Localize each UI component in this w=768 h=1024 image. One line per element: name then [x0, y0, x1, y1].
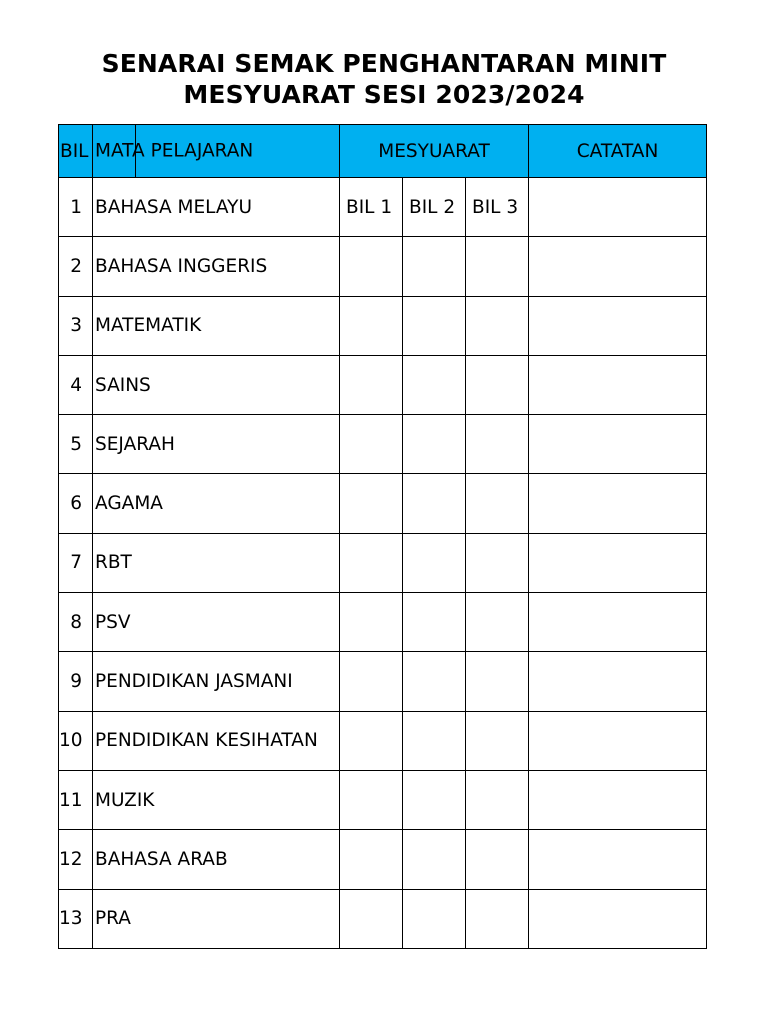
meeting-cell-bil-1[interactable] [340, 830, 403, 889]
notes-cell[interactable] [529, 593, 707, 652]
row-number: 8 [59, 593, 93, 652]
meeting-cell-bil-2[interactable] [403, 711, 466, 770]
row-subject: AGAMA [93, 474, 340, 533]
row-number: 13 [59, 889, 93, 948]
table-row [59, 652, 707, 711]
meeting-cell-bil-3[interactable] [466, 296, 529, 355]
row-number: 4 [59, 355, 93, 414]
table-row [59, 237, 707, 296]
meeting-cell-bil-3[interactable] [466, 533, 529, 592]
row-number: 11 [59, 770, 93, 829]
meeting-cell-bil-1[interactable] [340, 237, 403, 296]
meeting-cell-bil-2[interactable] [403, 889, 466, 948]
meeting-cell-bil-3: BIL 3 [466, 178, 529, 237]
row-subject: PENDIDIKAN KESIHATAN [93, 711, 340, 770]
meeting-cell-bil-1[interactable] [340, 889, 403, 948]
row-number: 7 [59, 533, 93, 592]
table-row [59, 415, 707, 474]
table-row [59, 296, 707, 355]
row-subject: SEJARAH [93, 415, 340, 474]
notes-cell[interactable] [529, 415, 707, 474]
meeting-cell-bil-2[interactable] [403, 296, 466, 355]
header-subject-cell [93, 125, 340, 178]
meeting-cell-bil-1[interactable] [340, 593, 403, 652]
table-row [59, 178, 707, 237]
row-number: 12 [59, 830, 93, 889]
meeting-cell-bil-3[interactable] [466, 237, 529, 296]
row-subject: PRA [93, 889, 340, 948]
checklist-table [58, 124, 707, 949]
notes-cell[interactable] [529, 889, 707, 948]
meeting-cell-bil-3[interactable] [466, 474, 529, 533]
meeting-cell-bil-3[interactable] [466, 711, 529, 770]
header-notes: CATATAN [529, 125, 707, 178]
meeting-cell-bil-2: BIL 2 [403, 178, 466, 237]
header-subject: MATA PELAJARAN [95, 140, 254, 162]
meeting-cell-bil-1[interactable] [340, 474, 403, 533]
meeting-cell-bil-3[interactable] [466, 770, 529, 829]
meeting-cell-bil-2[interactable] [403, 652, 466, 711]
meeting-cell-bil-3[interactable] [466, 830, 529, 889]
notes-cell[interactable] [529, 652, 707, 711]
meeting-cell-bil-1[interactable] [340, 415, 403, 474]
row-subject: MATEMATIK [93, 296, 340, 355]
table-row [59, 355, 707, 414]
table-row [59, 830, 707, 889]
meeting-cell-bil-1[interactable] [340, 296, 403, 355]
row-subject: BAHASA ARAB [93, 830, 340, 889]
document-title [0, 48, 768, 110]
meeting-cell-bil-2[interactable] [403, 770, 466, 829]
table-row [59, 711, 707, 770]
meeting-cell-bil-3[interactable] [466, 355, 529, 414]
row-number: 6 [59, 474, 93, 533]
notes-cell[interactable] [529, 237, 707, 296]
table-header-row [59, 125, 707, 178]
row-number: 1 [59, 178, 93, 237]
row-number: 5 [59, 415, 93, 474]
meeting-cell-bil-1[interactable] [340, 652, 403, 711]
meeting-cell-bil-2[interactable] [403, 355, 466, 414]
row-subject: BAHASA MELAYU [93, 178, 340, 237]
row-number: 2 [59, 237, 93, 296]
row-number: 3 [59, 296, 93, 355]
table-row [59, 474, 707, 533]
meeting-cell-bil-3[interactable] [466, 415, 529, 474]
row-subject: BAHASA INGGERIS [93, 237, 340, 296]
row-subject: MUZIK [93, 770, 340, 829]
table-row [59, 593, 707, 652]
table-row [59, 533, 707, 592]
notes-cell[interactable] [529, 178, 707, 237]
meeting-cell-bil-3[interactable] [466, 593, 529, 652]
meeting-cell-bil-1[interactable] [340, 533, 403, 592]
meeting-cell-bil-2[interactable] [403, 237, 466, 296]
row-number: 9 [59, 652, 93, 711]
notes-cell[interactable] [529, 296, 707, 355]
header-meeting: MESYUARAT [340, 125, 529, 178]
meeting-cell-bil-2[interactable] [403, 533, 466, 592]
table-row [59, 889, 707, 948]
meeting-cell-bil-1: BIL 1 [340, 178, 403, 237]
meeting-cell-bil-1[interactable] [340, 355, 403, 414]
row-subject: RBT [93, 533, 340, 592]
meeting-cell-bil-3[interactable] [466, 652, 529, 711]
meeting-cell-bil-2[interactable] [403, 593, 466, 652]
table-row [59, 770, 707, 829]
meeting-cell-bil-3[interactable] [466, 889, 529, 948]
notes-cell[interactable] [529, 533, 707, 592]
notes-cell[interactable] [529, 770, 707, 829]
notes-cell[interactable] [529, 830, 707, 889]
row-subject: SAINS [93, 355, 340, 414]
meeting-cell-bil-1[interactable] [340, 770, 403, 829]
row-subject: PENDIDIKAN JASMANI [93, 652, 340, 711]
title-line-2: MESYUARAT SESI 2023/2024 [183, 80, 585, 109]
meeting-cell-bil-1[interactable] [340, 711, 403, 770]
row-subject: PSV [93, 593, 340, 652]
notes-cell[interactable] [529, 711, 707, 770]
notes-cell[interactable] [529, 474, 707, 533]
notes-cell[interactable] [529, 355, 707, 414]
meeting-cell-bil-2[interactable] [403, 474, 466, 533]
title-line-1: SENARAI SEMAK PENGHANTARAN MINIT [101, 49, 667, 78]
row-number: 10 [59, 711, 93, 770]
meeting-cell-bil-2[interactable] [403, 415, 466, 474]
header-bil: BIL [59, 125, 93, 178]
meeting-cell-bil-2[interactable] [403, 830, 466, 889]
